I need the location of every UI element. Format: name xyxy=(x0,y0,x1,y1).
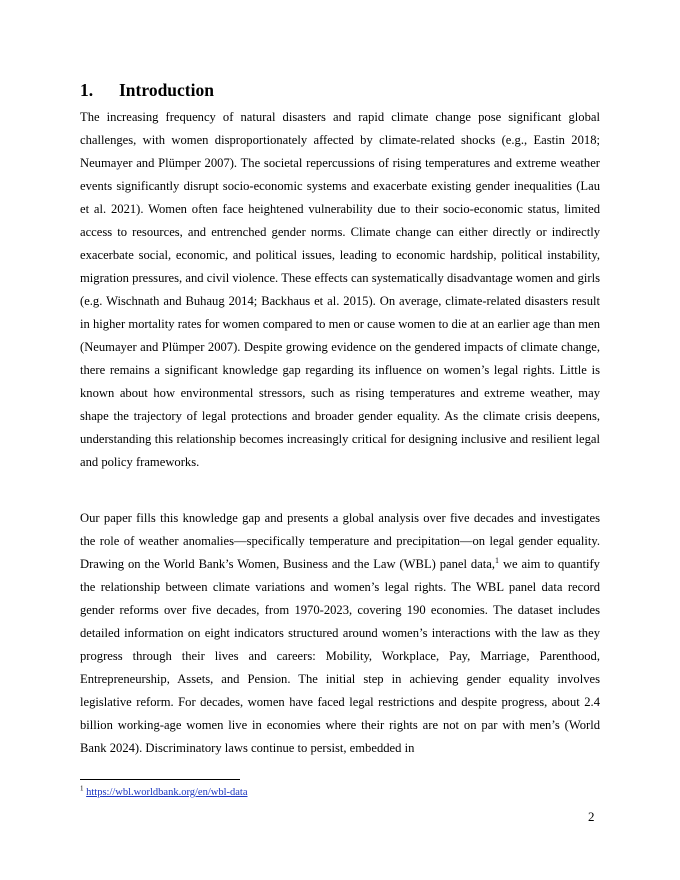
footnote-reference[interactable]: 1 xyxy=(495,555,500,565)
paragraph-2-text-a: Our paper fills this knowledge gap and presents a global analysis over five decades and investigates the role of weather anomalies—specifically temperature and precipitation—on legal gender equality. Drawing on the World Bank’s Women, Business and the Law (WBL) panel data, xyxy=(80,511,600,571)
section-number: 1. xyxy=(80,80,94,100)
section-title: Introduction xyxy=(119,80,214,100)
paragraph-2-text-b: we aim to quantify the relationship between climate variations and women’s legal rights. The WBL panel data record gender reforms over five decades, from 1970-2023, covering 190 economies. The dataset includes detailed information on eight indicators structured around women’s interactions with the law as they progress through their lives and careers: Mobility, Workplace, Pay, Marriage, Parenthood, Entrepreneurship, Assets, and Pension. The initial step in achieving gender equality involves legislative reform. For decades, women have faced legal restrictions and despite progress, about 2.4 billion working-age women live in economies where their rights are not on par with men’s (World Bank 2024). Discriminatory laws continue to persist, embedded in xyxy=(80,557,600,755)
page-number: 2 xyxy=(588,809,595,824)
section-heading xyxy=(80,79,214,101)
footnote-mark: 1 xyxy=(80,784,84,793)
paragraph-2 xyxy=(80,507,600,760)
footnote xyxy=(80,786,248,800)
footnote-separator xyxy=(80,779,240,780)
footnote-link[interactable]: https://wbl.worldbank.org/en/wbl-data xyxy=(86,787,248,798)
paragraph-1: The increasing frequency of natural disasters and rapid climate change pose significant global challenges, with women disproportionately affected by climate-related shocks (e.g., Eastin 2018; Neumayer and Plümper 2007). The societal repercussions of rising temperatures and extreme weather events significantly disrupt socio-economic systems and exacerbate existing gender inequalities (Lau et al. 2021). Women often face heightened vulnerability due to their socio-economic status, limited access to resources, and entrenched gender norms. Climate change can either directly or indirectly exacerbate social, economic, and political issues, leading to economic hardship, political instability, migration pressures, and civil violence. These effects can systematically disadvantage women and girls (e.g. Wischnath and Buhaug 2014; Backhaus et al. 2015). On average, climate-related disasters result in higher mortality rates for women compared to men or cause women to die at an earlier age than men (Neumayer and Plümper 2007). Despite growing evidence on the gendered impacts of climate change, there remains a significant knowledge gap regarding its influence on women’s legal rights. Little is known about how environmental stressors, such as rising temperatures and extreme weather, may shape the trajectory of legal protections and broader gender equality. As the climate crisis deepens, understanding this relationship becomes increasingly critical for designing inclusive and resilient legal and policy frameworks. xyxy=(80,110,600,469)
